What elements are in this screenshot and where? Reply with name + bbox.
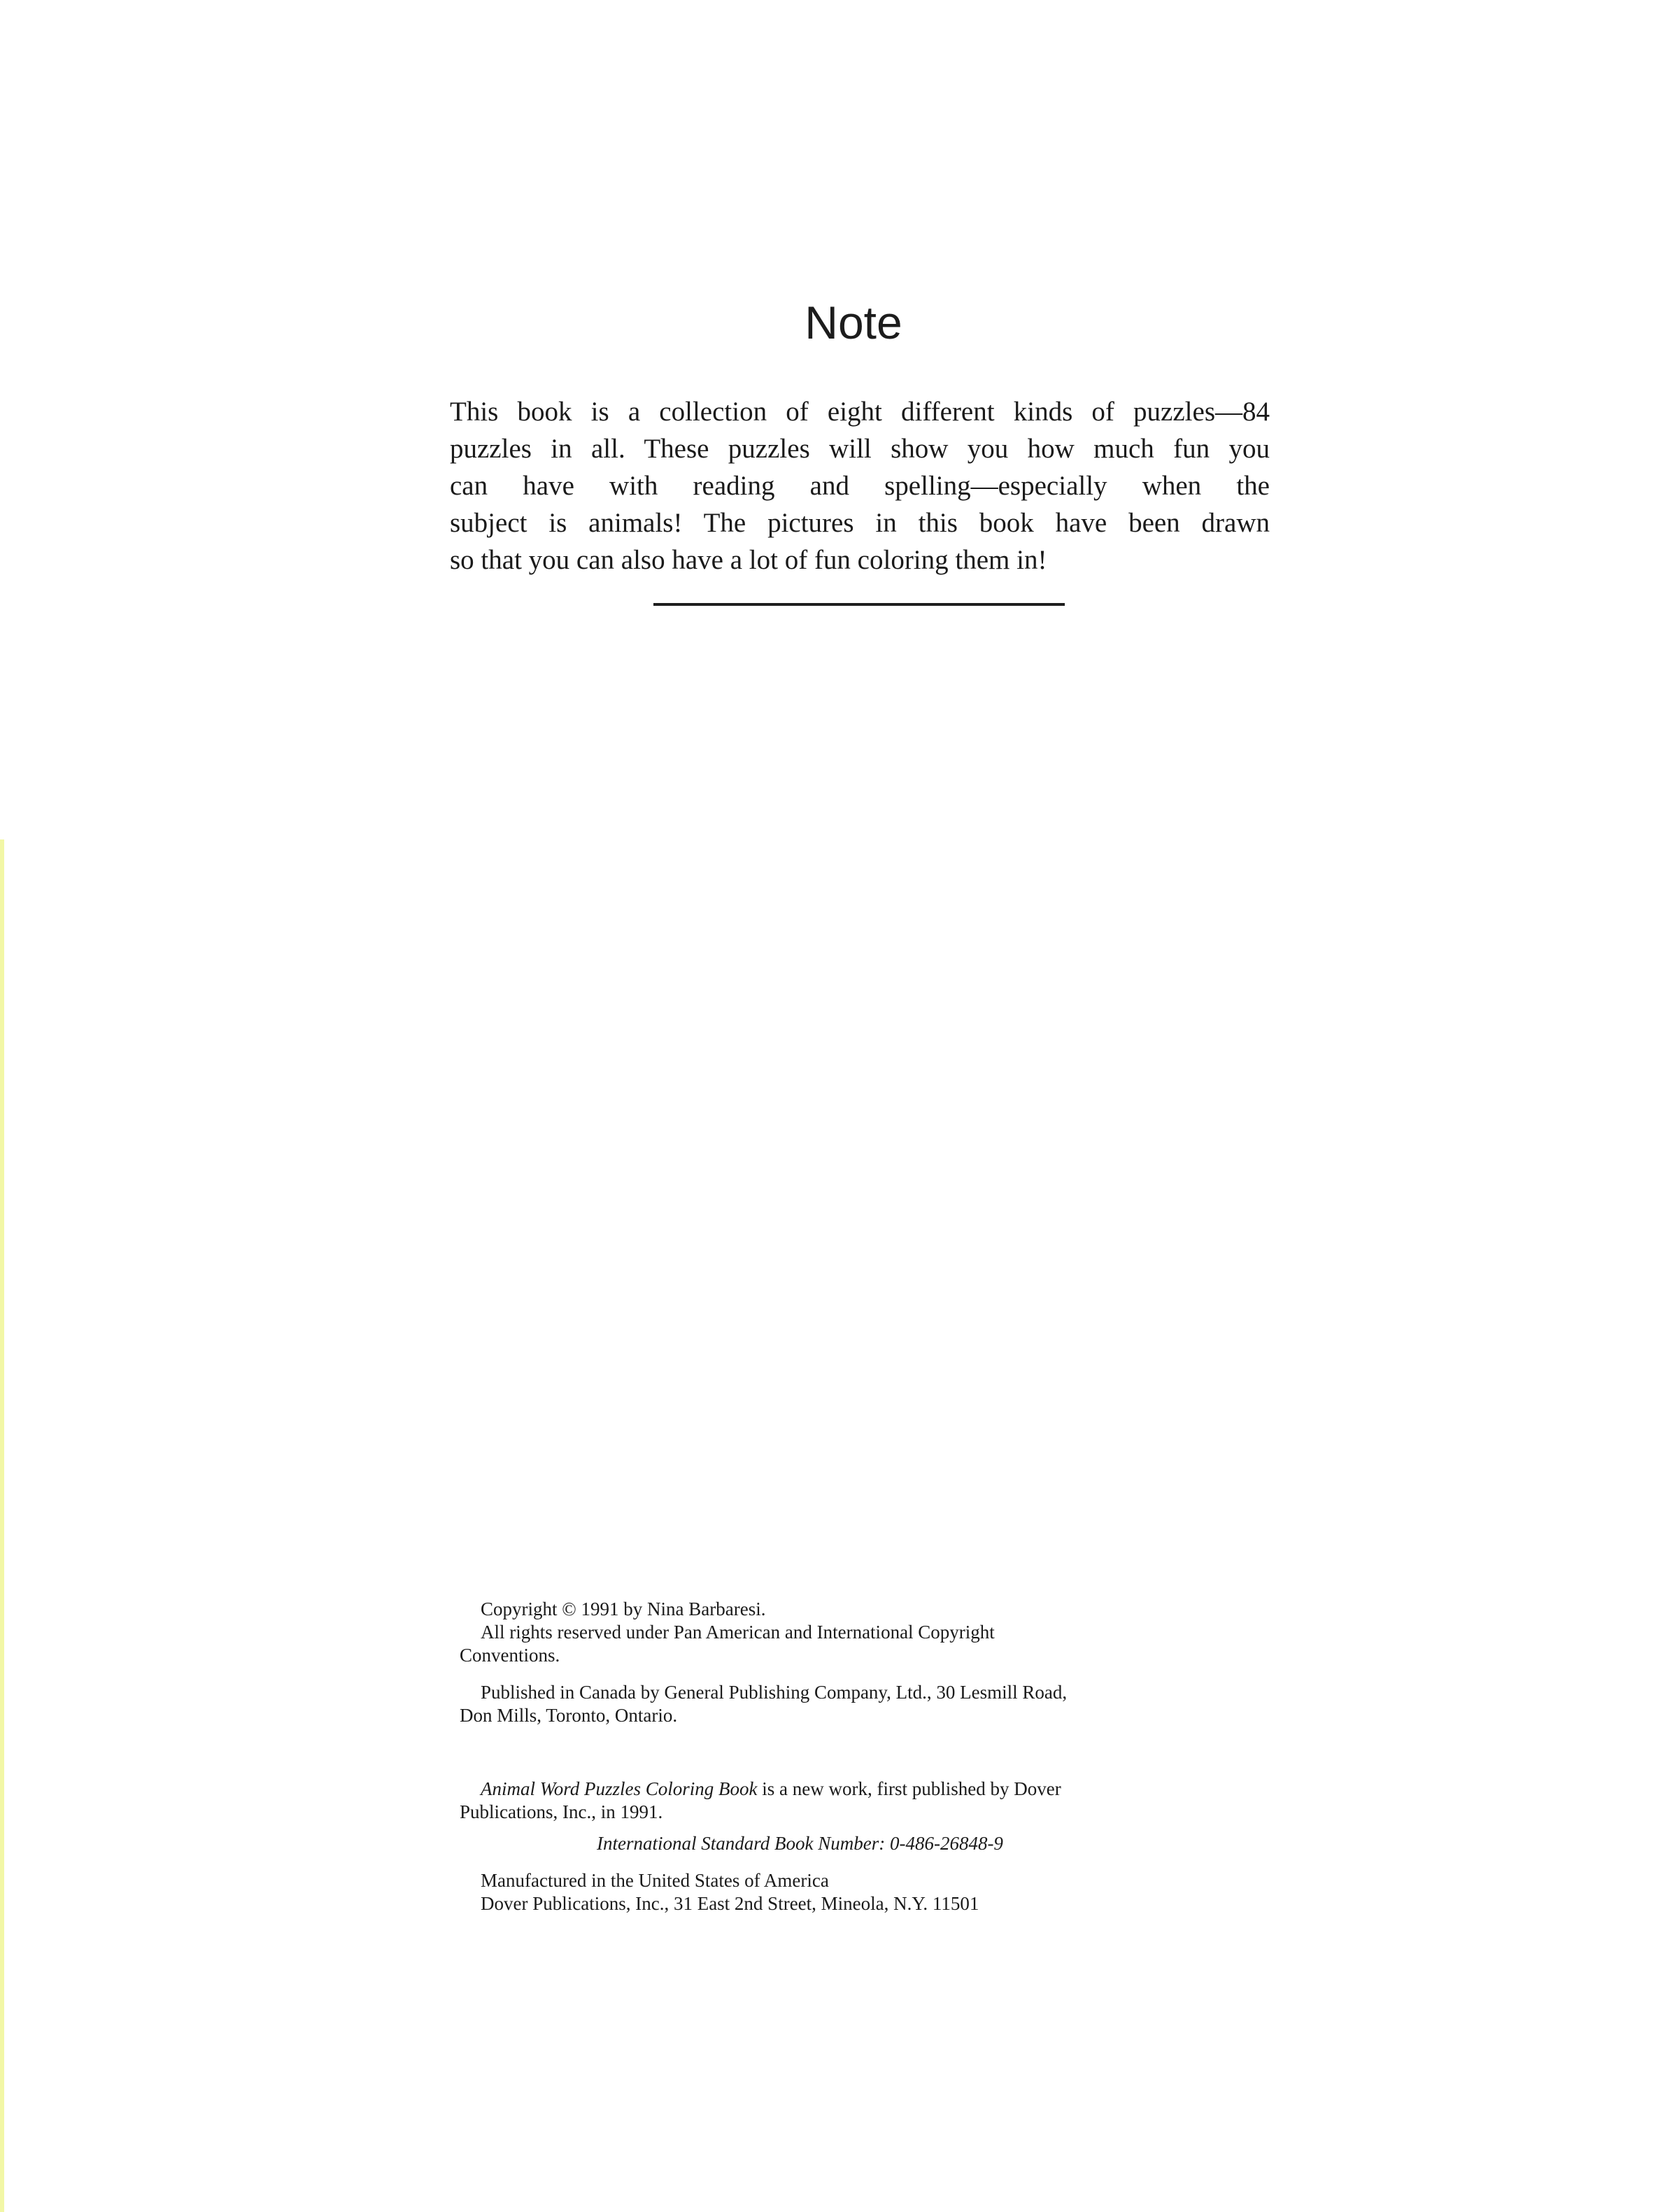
copyright-imprint: [460, 1598, 1280, 1915]
page-edge-strip: [0, 839, 4, 2212]
book-title: Animal Word Puzzles Coloring Book: [481, 1778, 758, 1799]
manufacture-notice: [460, 1869, 1280, 1915]
work-line-1-rest: is a new work, first published by Dover: [757, 1778, 1061, 1799]
note-line-5: so that you can also have a lot of fun coloring them in!: [450, 545, 1047, 575]
divider-rule: [653, 603, 1065, 606]
rights-notice: [460, 1621, 1280, 1667]
note-title: Note: [805, 297, 902, 348]
note-line-4: subject is animals! The pictures in this book have been drawn: [450, 508, 1270, 538]
work-line-2: Publications, Inc., in 1991.: [460, 1801, 663, 1822]
publisher-address: Dover Publications, Inc., 31 East 2nd Street, Mineola, N.Y. 11501: [481, 1893, 979, 1914]
rights-line-2: Conventions.: [460, 1645, 560, 1666]
published-line-1: Published in Canada by General Publishing Company, Ltd., 30 Lesmill Road,: [481, 1682, 1068, 1703]
note-line-1: This book is a collection of eight different kinds of puzzles—84: [450, 397, 1270, 427]
copyright-line: Copyright © 1991 by Nina Barbaresi.: [481, 1598, 766, 1619]
manufactured-line: Manufactured in the United States of America: [481, 1870, 829, 1891]
publisher-canada: [460, 1681, 1280, 1727]
note-paragraph: [450, 393, 1270, 579]
rights-line-1: All rights reserved under Pan American and International Copyright: [481, 1622, 995, 1643]
note-line-3: can have with reading and spelling—especially when the: [450, 471, 1270, 501]
isbn-line: International Standard Book Number: 0-486-26848-9: [597, 1833, 1003, 1854]
note-line-2: puzzles in all. These puzzles will show you how much fun you: [450, 434, 1270, 464]
work-statement: [460, 1778, 1280, 1824]
copyright-notice: [460, 1598, 1280, 1621]
work-line-1: [460, 1778, 1061, 1799]
published-line-2: Don Mills, Toronto, Ontario.: [460, 1705, 678, 1726]
